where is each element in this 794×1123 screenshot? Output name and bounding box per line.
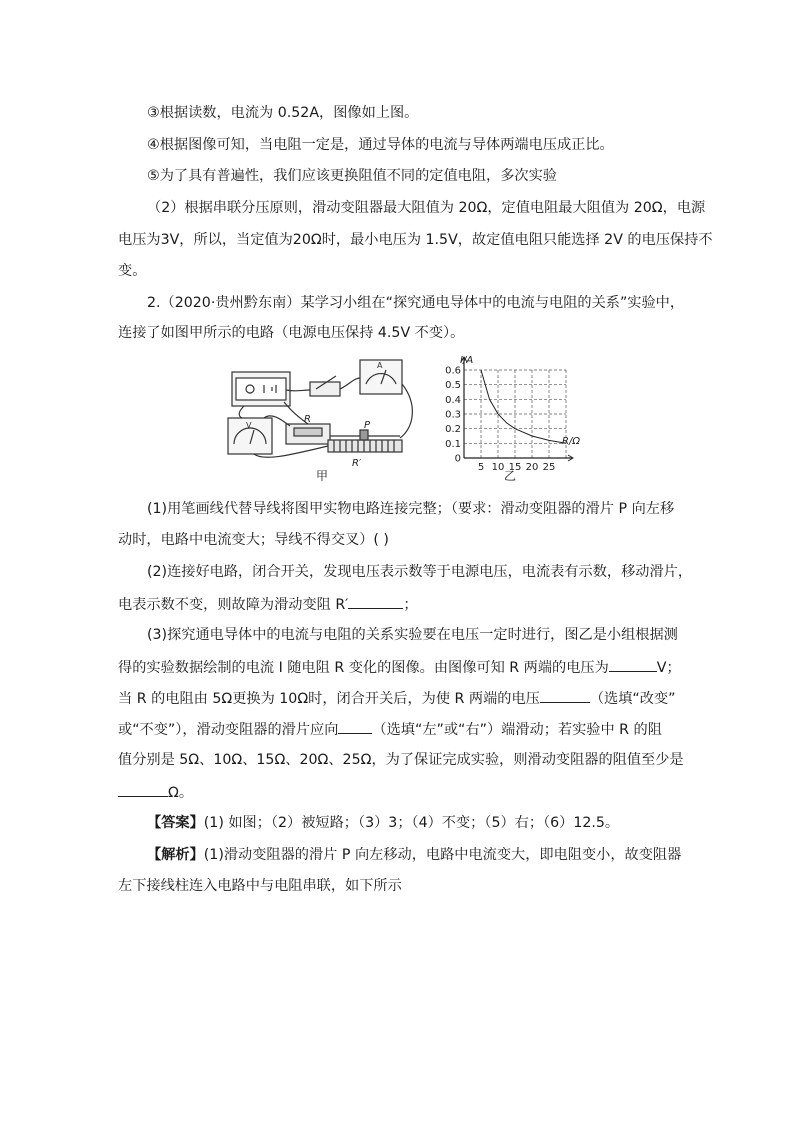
solution-part-2-line-2: 电压为3V，所以，当定值为20Ω时，最小电压为 1.5V，故定值电阻只能选择 2V 的电压保持不 [118, 232, 713, 248]
solution-step-5: ⑤为了具有普遍性，我们应该更换阻值不同的定值电阻，多次实验 [147, 168, 557, 184]
x-tick-label: 25 [542, 462, 556, 473]
figure-yi-chart [434, 354, 584, 484]
question-part-3-text-d: 或“不变”），滑动变阻器的滑片应向 [118, 722, 339, 738]
question-2-stem-line-2: 连接了如图甲所示的电路（电源电压保持 4.5V 不变）。 [118, 325, 465, 341]
label-slider-p: P [364, 420, 371, 431]
question-part-3-line-5: 值分别是 5Ω、10Ω、15Ω、20Ω、25Ω，为了保证完成实验，则滑动变阻器的阻值至少是 [118, 752, 684, 768]
x-tick-label: 10 [491, 462, 505, 473]
question-part-3-text-c: 当 R 的电阻由 5Ω更换为 10Ω时，闭合开关后，为使 R 两端的电压 [118, 691, 540, 707]
question-part-1-line-2: 动时，电路中电流变大；导线不得交叉）( ) [118, 532, 389, 548]
figure-jia-circuit [224, 354, 424, 484]
caption-jia: 甲 [316, 469, 329, 483]
solution-step-4: ④根据图像可知，当电阻一定是，通过导体的电流与导体两端电压成正比。 [147, 137, 614, 153]
chart-ticks [445, 366, 555, 474]
chart-grid [464, 370, 566, 458]
caption-yi: 乙 [504, 469, 517, 483]
label-resistor-r: R [304, 414, 311, 425]
y-tick-label: 0 [454, 453, 461, 465]
question-part-2-text: 电表示数不变，则故障为滑动变阻 R′ [118, 597, 349, 613]
figures [224, 354, 584, 484]
question-part-3-line-2 [118, 657, 681, 678]
y-tick-label: 0.1 [445, 438, 461, 450]
chart-axes [461, 357, 573, 461]
question-part-3-line-4 [118, 719, 662, 740]
x-tick-label: 5 [477, 462, 485, 473]
y-tick-label: 0.5 [445, 380, 461, 392]
question-part-1-line-1: (1)用笔画线代替导线将图甲实物电路连接完整；（要求：滑动变阻器的滑片 P 向左移 [147, 501, 675, 517]
analysis-line-1 [147, 845, 681, 865]
analysis-line-2: 左下接线柱连入电路中与电阻串联，如下所示 [118, 878, 402, 894]
question-part-2-line-2 [118, 594, 418, 615]
answer-blank-change[interactable] [540, 688, 590, 703]
answer-text: (1) 如图；（2）被短路；（3）3；（4）不变；（5）右；（6）12.5。 [203, 815, 620, 831]
question-part-3-text-d-end: （选填“左”或“右”）端滑动；若实验中 R 的阻 [372, 722, 662, 738]
question-part-3-text-b: 得的实验数据绘制的电流 I 随电阻 R 变化的图像。由图像可知 R 两端的电压为 [118, 660, 609, 676]
answer-line [147, 813, 619, 833]
x-tick-label: 15 [508, 462, 522, 473]
question-2-stem-line-1: 2.（2020·贵州黔东南）某学习小组在“探究通电导体中的电流与电阻的关系”实验中， [147, 295, 685, 311]
question-part-3-line-6 [118, 782, 193, 803]
analysis-label: 【解析】 [147, 847, 204, 863]
answer-label: 【答案】 [147, 815, 204, 831]
y-tick-label: 0.3 [445, 409, 461, 421]
y-tick-label: 0.2 [445, 424, 461, 436]
answer-blank-min-resistance[interactable] [118, 782, 168, 797]
answer-blank-direction[interactable] [338, 719, 372, 734]
question-part-2-line-1: (2)连接好电路，闭合开关，发现电压表示数等于电源电压，电流表有示数，移动滑片， [147, 564, 693, 580]
question-part-3-unit-v: V； [656, 660, 681, 676]
solution-part-2-line-1: （2）根据串联分压原则，滑动变阻器最大阻值为 20Ω，定值电阻最大阻值为 20Ω，电源 [147, 200, 706, 216]
y-tick-label: 0.6 [445, 365, 461, 377]
label-rheostat-r-prime: R′ [352, 458, 362, 469]
solution-part-2-line-3: 变。 [118, 263, 147, 279]
question-part-3-line-1: (3)探究通电导体中的电流与电阻的关系实验要在电压一定时进行，图乙是小组根据测 [147, 627, 678, 643]
solution-step-3: ③根据读数，电流为 0.52A，图像如上图。 [147, 105, 419, 121]
chart-ylabel: I/A [460, 355, 474, 366]
question-part-2-end: ； [403, 597, 418, 613]
answer-blank-fault[interactable] [348, 594, 403, 609]
chart-xlabel: R/Ω [562, 436, 580, 447]
question-part-3-unit-ohm: Ω。 [168, 785, 194, 801]
question-part-3-text-c-end: （选填“改变” [589, 691, 676, 707]
series-line [481, 370, 566, 443]
answer-blank-voltage[interactable] [609, 657, 657, 672]
analysis-text-1: (1)滑动变阻器的滑片 P 向左移动，电路中电流变大，即电阻变小，故变阻器 [203, 847, 682, 863]
label-voltmeter: V [246, 421, 252, 430]
x-tick-label: 20 [525, 462, 539, 473]
label-ammeter: A [377, 361, 383, 370]
y-tick-label: 0.4 [445, 394, 461, 406]
question-part-3-line-3 [118, 688, 676, 709]
